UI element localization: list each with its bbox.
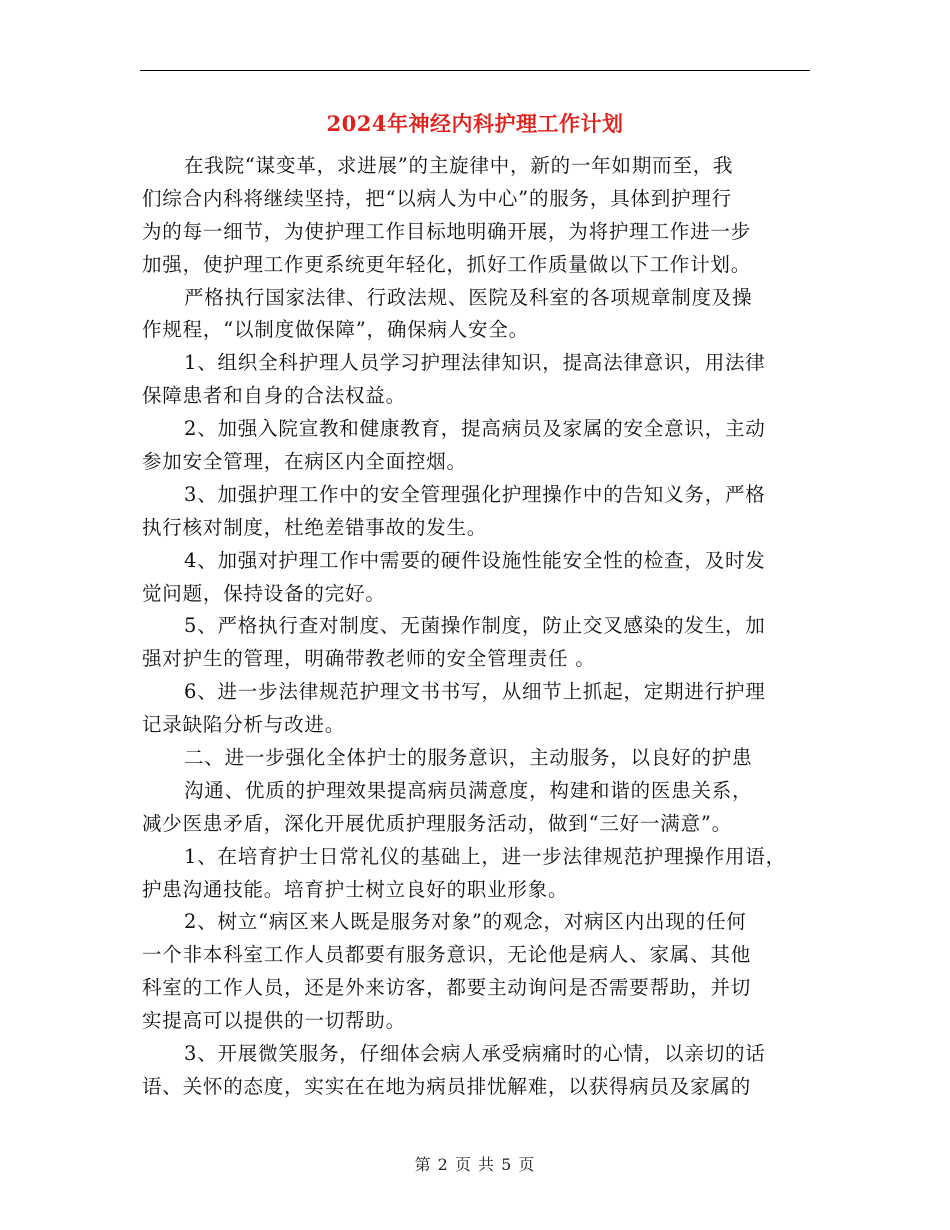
text-line: 实提高可以提供的一切帮助。 [142,1009,406,1033]
text-line: 觉问题，保持设备的完好。 [142,581,386,605]
document-title: 2024年神经内科护理工作计划 [326,111,624,136]
text-line: 3、加强护理工作中的安全管理强化护理操作中的告知义务，严格 [184,482,766,506]
text-line: 强对护生的管理，明确带教老师的安全管理责任 。 [142,647,596,671]
text-line: 执行核对制度，杜绝差错事故的发生。 [142,515,488,539]
text-line: 1、组织全科护理人员学习护理法律知识，提高法律意识，用法律 [184,351,766,375]
document-body [142,150,810,1104]
text-line: 记录缺陷分析与改进。 [142,713,346,737]
text-line: 5、严格执行查对制度、无菌操作制度，防止交叉感染的发生，加 [184,614,766,638]
text-line: 加强，使护理工作更系统更年轻化，抓好工作质量做以下工作计划。 [142,252,752,276]
header-rule [140,70,810,71]
page-footer: 第 2 页 共 5 页 [414,1155,536,1174]
text-line: 保障患者和自身的合法权益。 [142,384,406,408]
text-line: 6、进一步法律规范护理文书书写，从细节上抓起，定期进行护理 [184,680,766,704]
text-line: 2、树立“病区来人既是服务对象”的观念，对病区内出现的任何 [184,910,747,934]
text-line: 二、进一步强化全体护士的服务意识，主动服务，以良好的护患 [184,746,753,770]
text-line: 在我院“谋变革，求进展”的主旋律中，新的一年如期而至，我 [184,154,734,177]
text-line: 们综合内科将继续坚持，把“以病人为中心”的服务，具体到护理行 [142,186,732,210]
text-line: 为的每一细节，为使护理工作目标地明确开展，为将护理工作进一步 [142,219,752,243]
text-line: 沟通、优质的护理效果提高病员满意度，构建和谐的医患关系， [184,778,753,802]
text-line: 严格执行国家法律、行政法规、医院及科室的各项规章制度及操 [184,285,753,309]
text-line: 减少医患矛盾，深化开展优质护理服务活动，做到“三好一满意”。 [142,811,732,835]
text-line: 3、开展微笑服务，仔细体会病人承受病痛时的心情，以亲切的话 [184,1042,766,1066]
text-line: 作规程，“以制度做保障”，确保病人安全。 [142,318,529,342]
text-line: 2、加强入院宣教和健康教育，提高病员及家属的安全意识，主动 [184,417,766,441]
text-line: 1、在培育护士日常礼仪的基础上，进一步法律规范护理操作用语， [184,844,786,868]
text-line: 语、关怀的态度，实实在在地为病员排忧解难，以获得病员及家属的 [142,1074,752,1098]
text-line: 护患沟通技能。培育护士树立良好的职业形象。 [142,877,569,901]
text-line: 科室的工作人员，还是外来访客，都要主动询问是否需要帮助，并切 [142,976,752,1000]
text-line: 一个非本科室工作人员都要有服务意识，无论他是病人、家属、其他 [142,943,752,967]
text-line: 参加安全管理，在病区内全面控烟。 [142,450,467,474]
text-line: 4、加强对护理工作中需要的硬件设施性能安全性的检查，及时发 [184,548,766,572]
